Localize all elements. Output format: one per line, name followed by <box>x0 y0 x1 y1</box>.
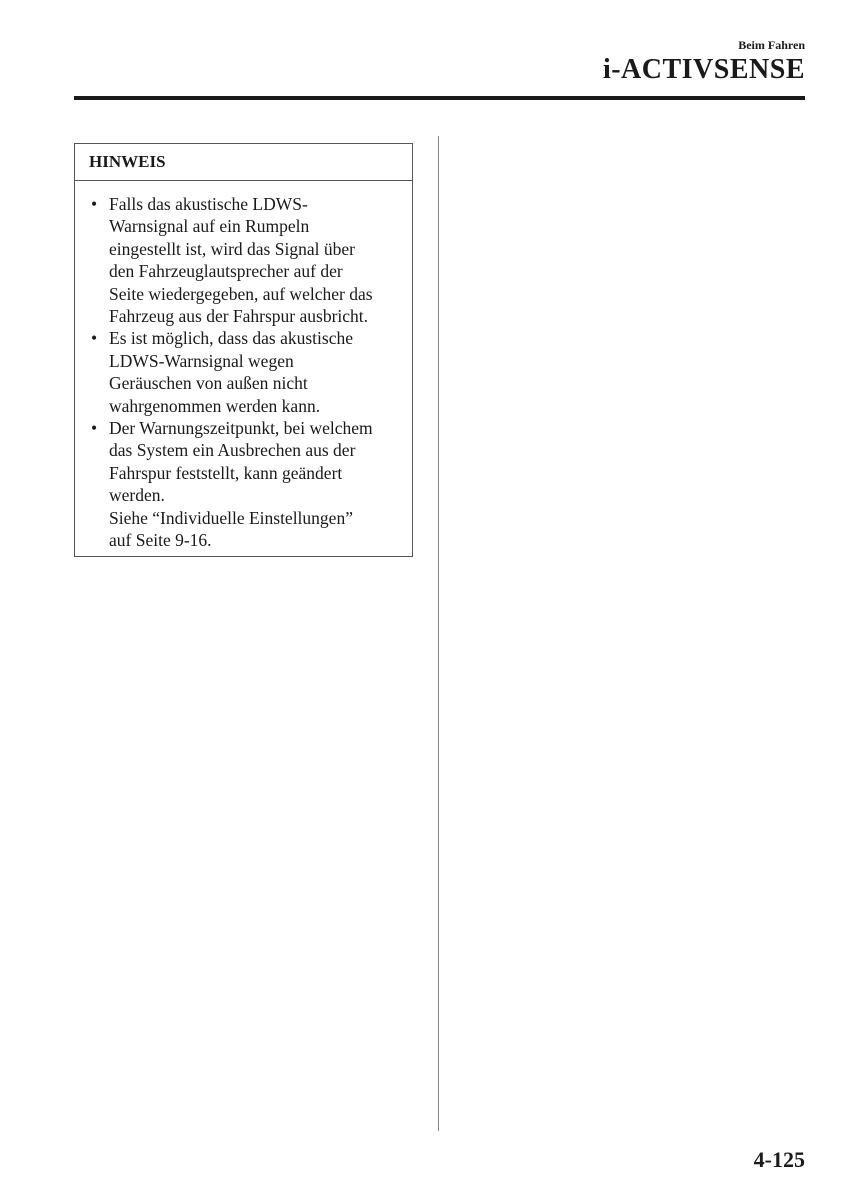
note-item <box>89 193 406 327</box>
note-item-text: Falls das akustische LDWS- Warnsignal auf ein Rumpeln eingestellt ist, wird das Signal über den Fahrzeuglautsprecher auf der Seite wiedergegeben, auf welcher das Fahrzeug aus der Fahrspur ausbricht. <box>109 194 373 327</box>
note-item-text: Der Warnungszeitpunkt, bei welchem das System ein Ausbrechen aus der Fahrspur feststellt, kann geändert werden. Siehe “Individuelle Einstellungen” auf Seite 9-16. <box>109 418 373 551</box>
note-item <box>89 417 406 551</box>
note-box <box>74 143 413 557</box>
note-body <box>75 181 412 552</box>
bullet-icon: • <box>91 194 98 214</box>
note-heading: HINWEIS <box>75 144 412 181</box>
header-rule <box>74 96 805 100</box>
page-number: 4-125 <box>753 1147 805 1172</box>
bullet-icon: • <box>91 418 98 439</box>
note-item <box>89 327 406 417</box>
note-item-text: Es ist möglich, dass das akustische LDWS-Warnsignal wegen Geräuschen von außen nicht wahrgenommen werden kann. <box>109 328 354 416</box>
section-label: Beim Fahren <box>738 38 805 52</box>
column-divider <box>438 136 439 1131</box>
bullet-icon: • <box>91 328 98 349</box>
page-title: i-ACTIVSENSE <box>602 54 805 85</box>
